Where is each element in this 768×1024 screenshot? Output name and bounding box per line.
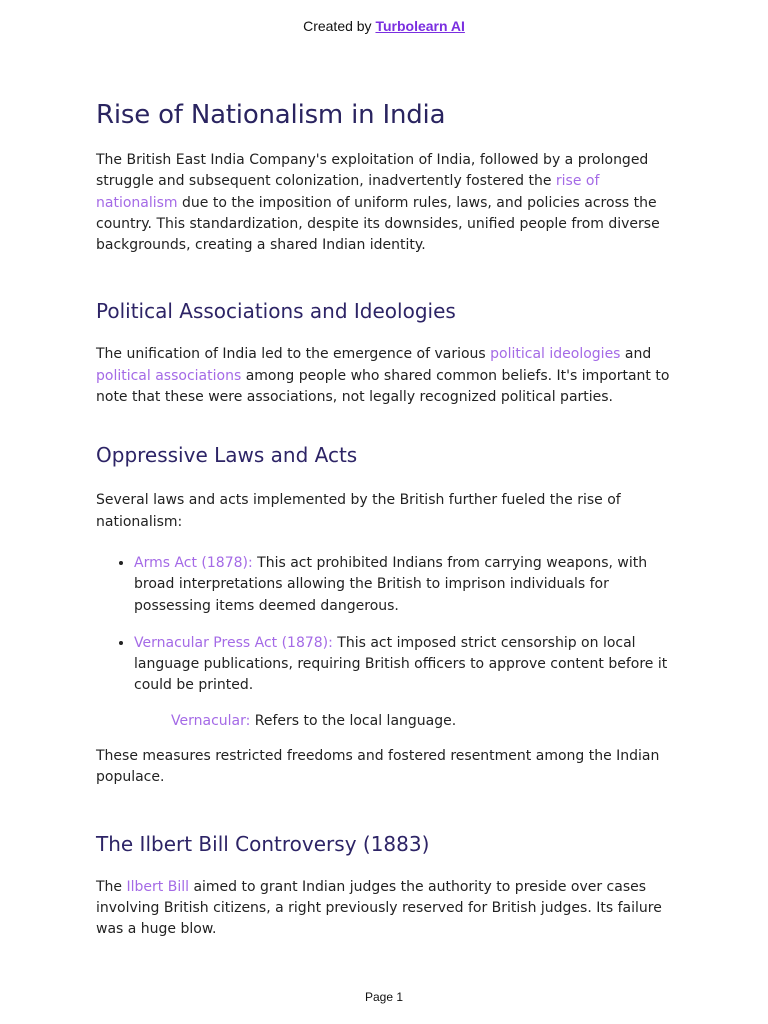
vernacular-press-act-text: This act imposed strict censorship on local language publications, requiring British officers to approve content before it could be printed. [134,634,668,694]
ilbert-paragraph [96,877,676,941]
term-vernacular-press-act: Vernacular Press Act (1878): [134,634,333,651]
laws-closing: These measures restricted freedoms and fostered resentment among the Indian populace. [96,748,660,786]
header-prefix: Created by [303,18,376,34]
laws-intro: Several laws and acts implemented by the British further fueled the rise of nationalism: [96,492,621,530]
intro-paragraph [96,150,676,256]
laws-list [96,553,676,697]
ilbert-text-2: aimed to grant Indian judges the authority to preside over cases involving British citizens, a right previously reserved for British judges. Its failure was a huge blow. [96,878,662,938]
page-number: Page 1 [364,990,404,1004]
heading-political-associations: Political Associations and Ideologies [96,299,456,324]
list-item-vernacular-press-act [134,633,676,697]
intro-text-2: due to the imposition of uniform rules, laws, and policies across the country. This standardization, despite its downsides, unified people from diverse backgrounds, creating a shared Indian identity. [96,194,660,254]
term-arms-act: Arms Act (1878): [134,554,253,571]
political-text-2: and [620,346,652,363]
vernacular-definition [171,711,676,732]
political-text-1: The unification of India led to the emergence of various [96,346,491,363]
highlight-ilbert-bill: Ilbert Bill [126,878,189,895]
political-text-3: among people who shared common beliefs. It's important to note that these were associations, not legally recognized political parties. [96,367,670,406]
turbolearn-link[interactable]: Turbolearn AI [375,18,465,34]
highlight-political-ideologies: political ideologies [490,346,621,363]
document-content [96,92,676,941]
vernacular-definition-text: Refers to the local language. [250,712,457,729]
political-paragraph [96,344,676,408]
intro-text-1: The British East India Company's exploitation of India, followed by a prolonged struggle and subsequent colonization, inadvertently fostered the [96,152,649,190]
heading-oppressive-laws: Oppressive Laws and Acts [96,443,358,468]
ilbert-text-1: The [96,878,127,895]
term-vernacular: Vernacular: [171,712,251,729]
highlight-rise-of-nationalism: rise of nationalism [96,173,600,211]
highlight-political-associations: political associations [96,367,242,384]
list-item-arms-act [134,553,676,617]
page-title: Rise of Nationalism in India [96,100,446,130]
page-header [0,18,768,34]
heading-ilbert-bill: The Ilbert Bill Controversy (1883) [96,831,430,856]
arms-act-text: This act prohibited Indians from carrying weapons, with broad interpretations allowing the British to imprison individuals for possessing items deemed dangerous. [134,554,648,614]
